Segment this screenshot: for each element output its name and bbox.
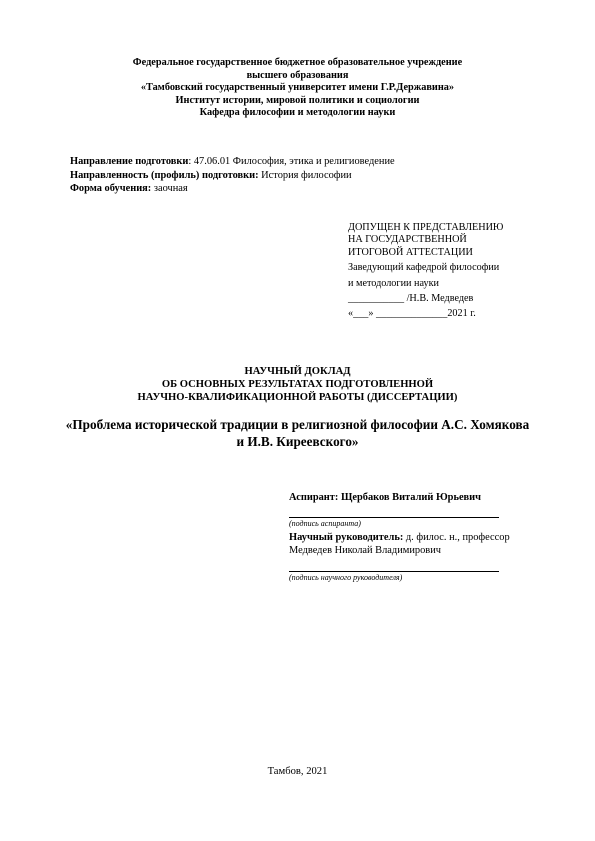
supervisor-label: Научный руководитель: (289, 532, 404, 543)
title-line-1: НАУЧНЫЙ ДОКЛАД (244, 366, 351, 377)
profile-row (70, 169, 395, 183)
profile-value: История философии (258, 169, 352, 181)
form-value: заочная (151, 183, 188, 195)
approval-signature-line: ___________ /Н.В. Медведев (348, 293, 474, 305)
header-line-3: «Тамбовский государственный университет имени Г.Р.Державина» (140, 82, 455, 94)
direction-label: Направление подготовки (70, 156, 189, 167)
profile-label: Направленность (профиль) подготовки: (70, 169, 259, 181)
header-line-4: Институт истории, мировой политики и социологии (175, 94, 420, 106)
header-line-1: Федеральное государственное бюджетное образовательное учреждение (132, 57, 463, 68)
study-info (70, 155, 395, 196)
approval-line-2: НА ГОСУДАРСТВЕННОЙ (348, 234, 467, 246)
signature-block (289, 491, 481, 504)
approval-line-4: Заведующий кафедрой философии (348, 262, 500, 274)
approval-date-line: «___» ______________2021 г. (348, 308, 476, 320)
title-line-3: НАУЧНО-КВАЛИФИКАЦИОННОЙ РАБОТЫ (ДИССЕРТАЦИИ) (137, 391, 458, 403)
student-signature-hint: (подпись аспиранта) (289, 519, 361, 528)
supervisor-signature-hint: (подпись научного руководителя) (289, 573, 403, 582)
institution-header (100, 57, 495, 120)
supervisor-name: Медведев Николай Владимирович (289, 545, 441, 556)
approval-line-3: ИТОГОВОЙ АТТЕСТАЦИИ (348, 246, 473, 258)
approval-line-1: ДОПУЩЕН К ПРЕДСТАВЛЕНИЮ (348, 222, 504, 233)
header-line-5: Кафедра философии и методологии науки (199, 107, 396, 119)
supervisor-row (289, 531, 510, 544)
supervisor-degree: д. филос. н., профессор (403, 532, 510, 543)
form-label: Форма обучения: (70, 183, 152, 195)
student-signature-line (289, 517, 499, 518)
header-line-2: высшего образования (246, 69, 349, 81)
form-row (70, 182, 395, 196)
supervisor-block (289, 531, 510, 557)
direction-row (70, 155, 395, 169)
approval-block (348, 222, 503, 321)
report-title (90, 366, 505, 404)
dissertation-topic (60, 416, 535, 450)
supervisor-signature-line (289, 571, 499, 572)
student-name: Аспирант: Щербаков Виталий Юрьевич (289, 492, 482, 503)
approval-line-5: и методологии науки (348, 277, 439, 289)
topic-line-1: «Проблема исторической традиции в религиозной философии А.С. Хомякова (65, 417, 530, 432)
direction-value: : 47.06.01 Философия, этика и религиоведение (188, 156, 395, 167)
title-line-2: ОБ ОСНОВНЫХ РЕЗУЛЬТАТАХ ПОДГОТОВЛЕННОЙ (161, 378, 434, 390)
city-year: Тамбов, 2021 (267, 766, 328, 777)
topic-line-2: и И.В. Киреевского» (236, 434, 359, 449)
